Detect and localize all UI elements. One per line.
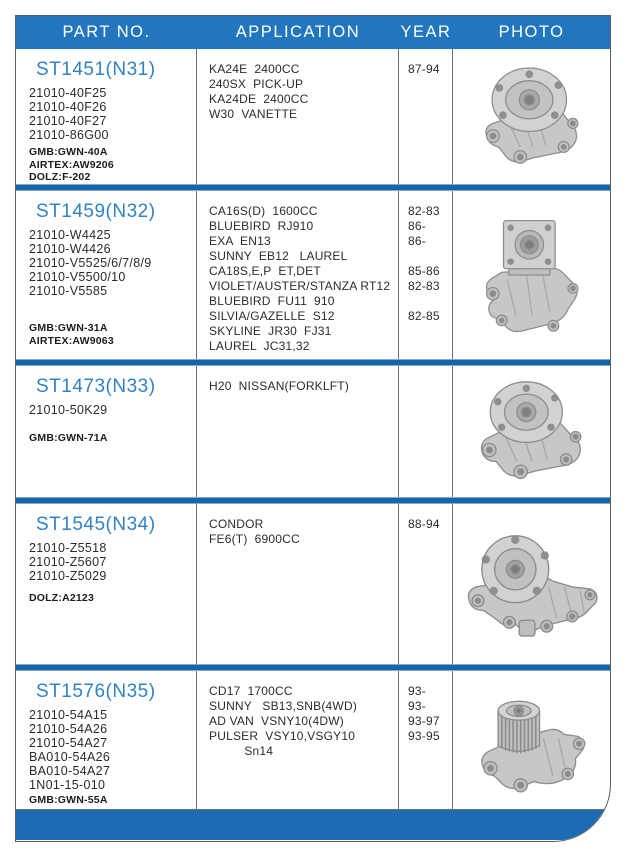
photo-cell: [453, 191, 610, 359]
column-header-photo: PHOTO: [498, 23, 565, 41]
cross-ref-list: [29, 794, 190, 807]
year-value: [408, 92, 452, 107]
application-line: PULSER VSY10,VSGY10: [209, 729, 356, 743]
application-list: [209, 379, 394, 394]
year-value: 85-86: [408, 264, 440, 278]
water-pump-photo: [458, 528, 606, 640]
year-cell: [399, 366, 453, 497]
oem-number: 21010-54A26: [29, 722, 108, 736]
application-list: [209, 62, 394, 122]
application-line: CA18S,E,P ET,DET: [209, 264, 321, 278]
column-header-part-no: PART NO.: [62, 23, 151, 41]
application-list: [209, 517, 394, 547]
part-number: ST1459(N32): [36, 201, 156, 222]
application-line: H20 NISSAN(FORKLFT): [209, 379, 350, 393]
oem-number: 1N01-15-010: [29, 778, 106, 792]
row-separator: [16, 664, 610, 671]
year-value: [408, 77, 452, 92]
year-value: 93-97: [408, 714, 440, 728]
application-line: LAUREL JC31,32: [209, 339, 310, 353]
oem-number-list: [29, 86, 190, 142]
table-row: [16, 191, 610, 359]
oem-number: 21010-V5585: [29, 284, 108, 298]
column-header-year: YEAR: [400, 23, 452, 41]
oem-number: 21010-Z5029: [29, 569, 107, 583]
part-number: ST1576(N35): [36, 681, 156, 702]
table-row: [16, 49, 610, 184]
oem-number: 21010-40F25: [29, 86, 107, 100]
cross-ref: GMB:GWN-55A: [29, 794, 108, 806]
year-value: 82-83: [408, 279, 440, 293]
oem-number: BA010-54A27: [29, 764, 111, 778]
year-value: 86-: [408, 234, 426, 248]
year-value: 82-85: [408, 309, 440, 323]
oem-number: 21010-86G00: [29, 128, 109, 142]
part-no-cell: [16, 504, 197, 664]
oem-number: 21010-Z5518: [29, 541, 107, 555]
year-list: [408, 684, 452, 759]
photo-cell: [453, 366, 610, 497]
row-separator: [16, 359, 610, 366]
part-no-cell: [16, 366, 197, 497]
row-separator: [16, 497, 610, 504]
photo-cell: [453, 49, 610, 184]
cross-ref-list: [29, 432, 190, 445]
oem-number-list: [29, 228, 190, 298]
oem-number-list: [29, 541, 190, 583]
year-value: [408, 744, 452, 759]
application-list: [209, 684, 394, 759]
year-value: 93-95: [408, 729, 440, 743]
year-value: 88-94: [408, 517, 440, 531]
year-value: [408, 532, 452, 547]
part-number: ST1545(N34): [36, 514, 156, 535]
footer-bar: [16, 810, 610, 840]
application-line: 240SX PICK-UP: [209, 77, 304, 91]
year-list: [408, 62, 452, 122]
application-line: KA24E 2400CC: [209, 62, 300, 76]
oem-number: 21010-40F26: [29, 100, 107, 114]
application-cell: [197, 504, 399, 664]
year-value: [408, 339, 452, 354]
year-value: [408, 324, 452, 339]
water-pump-photo: [466, 685, 598, 795]
oem-number: 21010-50K29: [29, 403, 108, 417]
cross-ref: GMB:GWN-71A: [29, 432, 108, 444]
part-number: ST1451(N31): [36, 59, 156, 80]
water-pump-photo: [473, 62, 591, 172]
cross-ref: DOLZ:F-202: [29, 171, 91, 183]
year-value: 82-83: [408, 204, 440, 218]
application-line: SKYLINE JR30 FJ31: [209, 324, 332, 338]
part-no-cell: [16, 671, 197, 809]
year-value: 86-: [408, 219, 426, 233]
year-value: [408, 107, 452, 122]
application-line: SUNNY EB12 LAUREL: [209, 249, 348, 263]
oem-number-list: [29, 403, 190, 417]
year-value: [408, 249, 452, 264]
application-line: Sn14: [209, 744, 274, 758]
oem-number: 21010-54A15: [29, 708, 108, 722]
row-separator: [16, 184, 610, 191]
part-no-cell: [16, 191, 197, 359]
application-line: CA16S(D) 1600CC: [209, 204, 318, 218]
application-list: [209, 204, 394, 354]
oem-number: 21010-V5500/10: [29, 270, 126, 284]
oem-number: 21010-54A27: [29, 736, 108, 750]
oem-number: 21010-V5525/6/7/8/9: [29, 256, 152, 270]
year-list: [408, 379, 452, 394]
application-cell: [197, 366, 399, 497]
application-line: FE6(T) 6900CC: [209, 532, 300, 546]
photo-cell: [453, 504, 610, 664]
oem-number: 21010-Z5607: [29, 555, 107, 569]
water-pump-photo: [469, 378, 595, 486]
application-line: SILVIA/GAZELLE S12: [209, 309, 335, 323]
application-cell: [197, 671, 399, 809]
water-pump-photo: [475, 200, 589, 350]
year-list: [408, 204, 452, 354]
cross-ref-list: [29, 592, 190, 605]
part-no-cell: [16, 49, 197, 184]
application-line: KA24DE 2400CC: [209, 92, 309, 106]
cross-ref: AIRTEX:AW9063: [29, 334, 114, 347]
application-line: SUNNY SB13,SNB(4WD): [209, 699, 358, 713]
catalog-page: [15, 15, 611, 842]
cross-ref-list: [29, 146, 190, 184]
photo-cell: [453, 671, 610, 809]
oem-number-list: [29, 708, 190, 792]
application-line: CONDOR: [209, 517, 264, 531]
application-line: VIOLET/AUSTER/STANZA RT12: [209, 279, 391, 293]
table-header: [16, 16, 610, 49]
cross-ref: DOLZ:A2123: [29, 592, 95, 604]
year-value: [408, 379, 452, 394]
column-header-application: APPLICATION: [235, 23, 361, 41]
year-cell: [399, 49, 453, 184]
cross-ref-list: [29, 322, 190, 347]
application-cell: [197, 49, 399, 184]
table-row: [16, 671, 610, 810]
application-line: CD17 1700CC: [209, 684, 293, 698]
year-cell: [399, 191, 453, 359]
year-cell: [399, 504, 453, 664]
year-value: [408, 294, 452, 309]
oem-number: BA010-54A26: [29, 750, 111, 764]
application-line: BLUEBIRD FU11 910: [209, 294, 335, 308]
application-cell: [197, 191, 399, 359]
table-row: [16, 366, 610, 497]
year-list: [408, 517, 452, 547]
year-value: 87-94: [408, 62, 440, 76]
cross-ref: GMB:GWN-31A: [29, 322, 108, 334]
table-row: [16, 504, 610, 664]
oem-number: 21010-40F27: [29, 114, 107, 128]
part-number: ST1473(N33): [36, 376, 156, 397]
cross-ref: AIRTEX:AW9206: [29, 158, 114, 171]
application-line: W30 VANETTE: [209, 107, 298, 121]
application-line: AD VAN VSNY10(4DW): [209, 714, 344, 728]
oem-number: 21010-W4426: [29, 242, 111, 256]
oem-number: 21010-W4425: [29, 228, 111, 242]
year-value: 93-: [408, 684, 426, 698]
application-line: BLUEBIRD RJ910: [209, 219, 314, 233]
cross-ref: GMB:GWN-40A: [29, 146, 108, 158]
year-value: 93-: [408, 699, 426, 713]
year-cell: [399, 671, 453, 809]
application-line: EXA EN13: [209, 234, 271, 248]
